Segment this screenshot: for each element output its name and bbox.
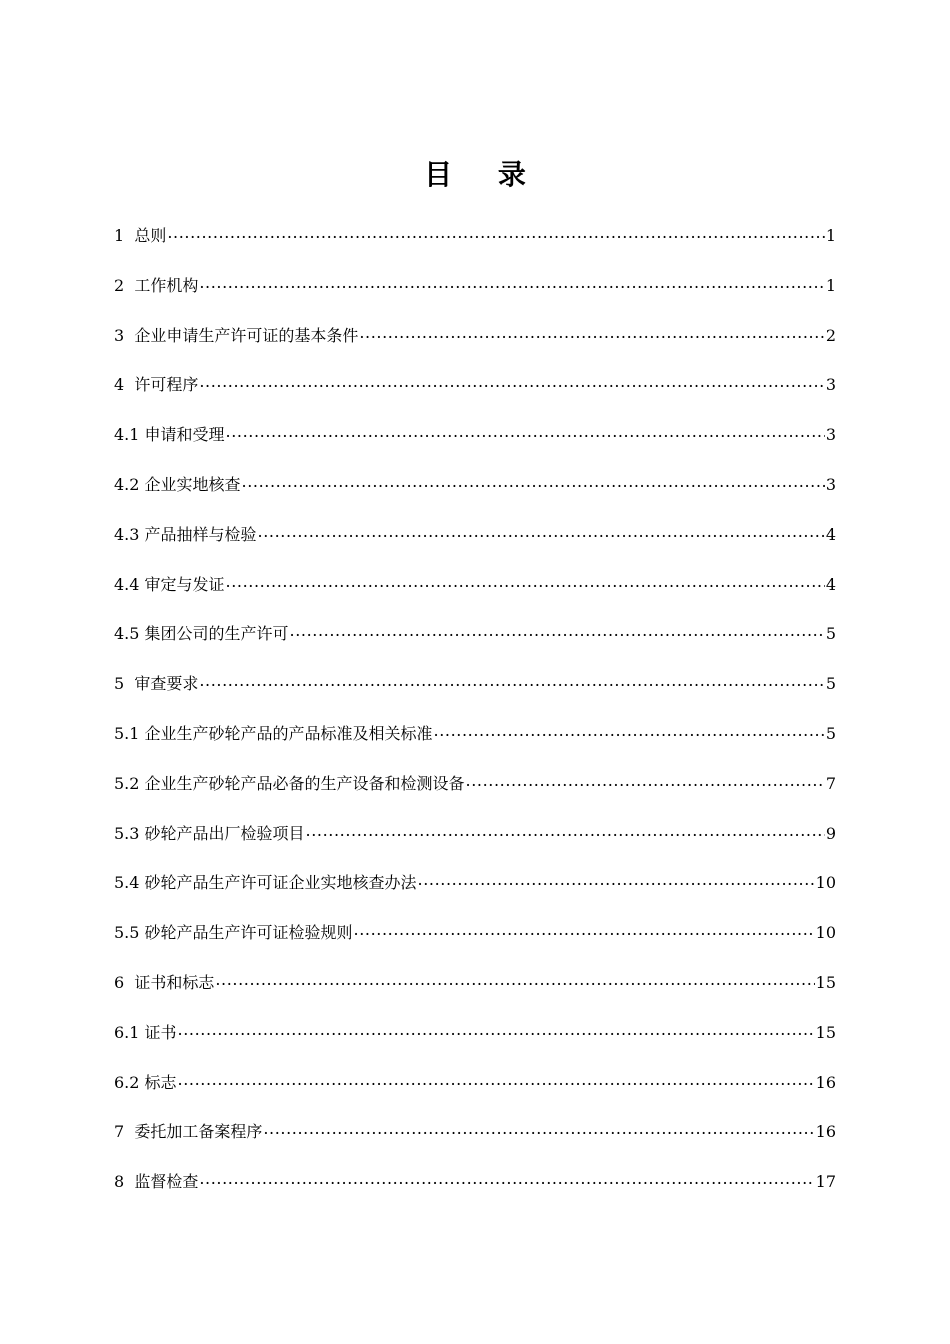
toc-page-number: 2 xyxy=(825,325,836,345)
toc-page-number: 15 xyxy=(815,972,836,992)
toc-entry[interactable] xyxy=(114,1063,836,1113)
toc-entry-label: 4 许可程序 xyxy=(114,375,199,395)
toc-entry-label: 4.4 审定与发证 xyxy=(114,574,225,594)
toc-dot-leader xyxy=(178,1072,815,1088)
toc-entry-label: 5 审查要求 xyxy=(114,674,199,694)
toc-entry[interactable] xyxy=(114,316,836,366)
toc-dot-leader xyxy=(215,972,814,988)
toc-dot-leader xyxy=(178,1022,815,1038)
toc-dot-leader xyxy=(434,723,825,739)
toc-dot-leader xyxy=(226,424,825,440)
toc-entry-label: 2 工作机构 xyxy=(114,275,199,295)
toc-entry[interactable] xyxy=(114,963,836,1013)
toc-page-number: 3 xyxy=(825,375,836,395)
table-of-contents xyxy=(114,216,836,1212)
toc-entry[interactable] xyxy=(114,216,836,266)
toc-entry[interactable] xyxy=(114,465,836,515)
toc-entry-label: 7 委托加工备案程序 xyxy=(114,1122,263,1142)
toc-entry-label: 5.4 砂轮产品生产许可证企业实地核查办法 xyxy=(114,873,417,893)
toc-entry[interactable] xyxy=(114,814,836,864)
toc-page-number: 1 xyxy=(825,275,836,295)
toc-dot-leader xyxy=(359,325,824,341)
toc-dot-leader xyxy=(199,673,824,689)
toc-page-number: 9 xyxy=(825,823,836,843)
toc-entry[interactable] xyxy=(114,1112,836,1162)
toc-page-number: 5 xyxy=(825,674,836,694)
toc-entry-label: 6 证书和标志 xyxy=(114,972,215,992)
toc-entry[interactable] xyxy=(114,614,836,664)
toc-dot-leader xyxy=(418,872,815,888)
toc-entry-label: 4.2 企业实地核查 xyxy=(114,474,241,494)
toc-entry[interactable] xyxy=(114,913,836,963)
toc-entry-label: 4.3 产品抽样与检验 xyxy=(114,524,257,544)
toc-dot-leader xyxy=(199,1171,814,1187)
toc-page-number: 1 xyxy=(825,226,836,245)
toc-entry[interactable] xyxy=(114,365,836,415)
toc-entry-label: 4.1 申请和受理 xyxy=(114,425,225,445)
toc-entry-label: 8 监督检查 xyxy=(114,1172,199,1192)
toc-entry[interactable] xyxy=(114,415,836,465)
toc-page-number: 10 xyxy=(815,923,836,943)
toc-entry-label: 5.1 企业生产砂轮产品的产品标准及相关标准 xyxy=(114,723,433,743)
toc-page-number: 3 xyxy=(825,425,836,445)
toc-page-number: 4 xyxy=(825,524,836,544)
page-title: 目 录 xyxy=(424,158,544,191)
toc-entry[interactable] xyxy=(114,1013,836,1063)
toc-page-number: 5 xyxy=(825,624,836,644)
toc-dot-leader xyxy=(226,574,825,590)
toc-entry[interactable] xyxy=(114,266,836,316)
toc-dot-leader xyxy=(354,922,815,938)
toc-entry-label: 5.3 砂轮产品出厂检验项目 xyxy=(114,823,305,843)
toc-page-number: 4 xyxy=(825,574,836,594)
toc-dot-leader xyxy=(306,823,825,839)
toc-page-number: 3 xyxy=(825,474,836,494)
toc-page-number: 15 xyxy=(815,1022,836,1042)
toc-page-number: 10 xyxy=(815,873,836,893)
toc-page-number: 5 xyxy=(825,723,836,743)
toc-entry[interactable] xyxy=(114,863,836,913)
toc-dot-leader xyxy=(290,623,825,639)
toc-entry-label: 4.5 集团公司的生产许可 xyxy=(114,624,289,644)
toc-dot-leader xyxy=(167,225,824,241)
toc-page-number: 16 xyxy=(815,1122,836,1142)
toc-entry-label: 6.1 证书 xyxy=(114,1022,177,1042)
toc-dot-leader xyxy=(263,1121,814,1137)
toc-entry[interactable] xyxy=(114,1162,836,1212)
toc-entry[interactable] xyxy=(114,764,836,814)
toc-entry-label: 5.5 砂轮产品生产许可证检验规则 xyxy=(114,923,353,943)
toc-entry-label: 3 企业申请生产许可证的基本条件 xyxy=(114,325,359,345)
toc-entry-label: 1 总则 xyxy=(114,226,167,245)
toc-dot-leader xyxy=(242,474,825,490)
toc-page-number: 7 xyxy=(825,773,836,793)
toc-page-number: 17 xyxy=(815,1172,836,1192)
toc-dot-leader xyxy=(199,275,824,291)
toc-entry[interactable] xyxy=(114,664,836,714)
toc-entry[interactable] xyxy=(114,565,836,615)
toc-entry[interactable] xyxy=(114,515,836,565)
toc-dot-leader xyxy=(199,374,824,390)
toc-dot-leader xyxy=(466,773,825,789)
toc-dot-leader xyxy=(258,524,825,540)
toc-entry-label: 6.2 标志 xyxy=(114,1072,177,1092)
toc-page-number: 16 xyxy=(815,1072,836,1092)
toc-entry[interactable] xyxy=(114,714,836,764)
toc-entry-label: 5.2 企业生产砂轮产品必备的生产设备和检测设备 xyxy=(114,773,465,793)
